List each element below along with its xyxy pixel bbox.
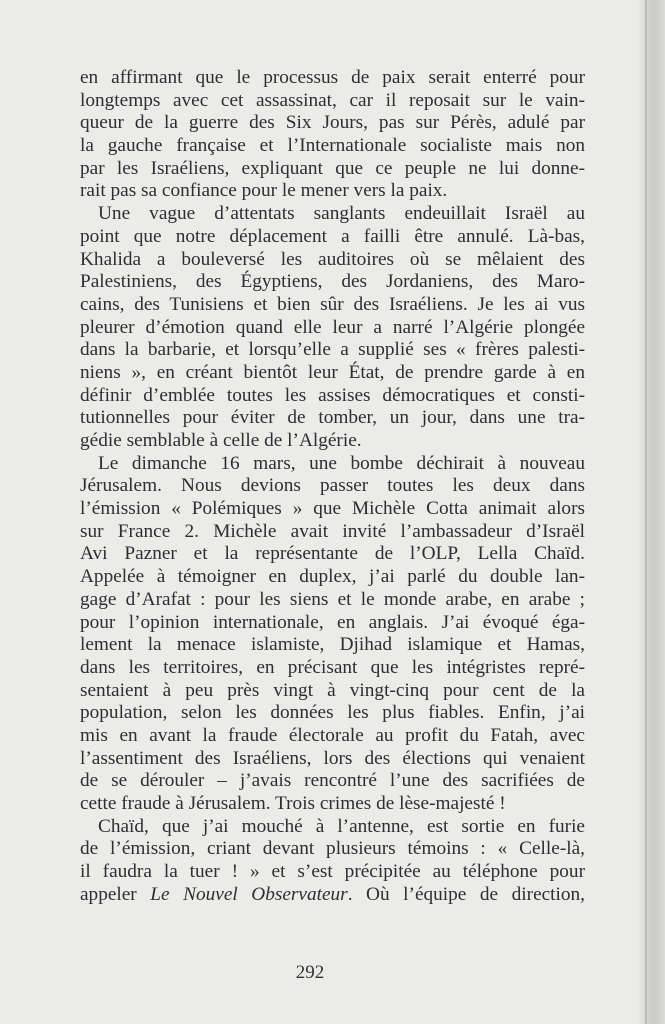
text-line: de se dérouler – j’avais rencontré l’une des sacrifiées de xyxy=(80,770,585,792)
text-line: rait pas sa confiance pour le mener vers la paix. xyxy=(80,180,448,202)
text-line: Khalida a bouleversé les auditoires où se mêlaient des xyxy=(80,248,585,270)
text-line: niens », en créant bientôt leur État, de prendre garde à en xyxy=(80,361,585,383)
text-line: gédie semblable à celle de l’Algérie. xyxy=(80,430,362,451)
text-line: Chaïd, que j’ai mouché à l’antenne, est sortie en furie xyxy=(98,815,585,837)
text-line: mis en avant la fraude électorale au profit du Fatah, avec xyxy=(80,724,585,746)
text-line: il faudra la tuer ! » et s’est précipitée au téléphone pour xyxy=(80,861,585,883)
text-line: de l’émission, criant devant plusieurs témoins : « Celle-là, xyxy=(80,838,585,860)
text-line: point que notre déplacement a failli être annulé. Là-bas, xyxy=(80,225,585,247)
body-text xyxy=(80,67,585,906)
text-line: longtemps avec cet assassinat, car il reposait sur le vain- xyxy=(80,89,585,111)
text-line: en affirmant que le processus de paix serait enterré pour xyxy=(80,67,585,88)
text-line: cains, des Tunisiens et bien sûr des Israéliens. Je les ai vus xyxy=(80,293,585,315)
page-edge-shadow xyxy=(637,0,665,1024)
text-line: dans la barbarie, et lorsqu’elle a supplié ses « frères palesti- xyxy=(80,339,585,361)
text-line: population, selon les données les plus fiables. Enfin, j’ai xyxy=(80,702,585,724)
text-line: Appelée à témoigner en duplex, j’ai parlé du double lan- xyxy=(80,566,585,588)
paragraph xyxy=(80,453,585,816)
text-line: queur de la guerre des Six Jours, pas sur Pérès, adulé par xyxy=(80,112,585,134)
text-line: l’assentiment des Israéliens, lors des élections qui venaient xyxy=(80,747,585,769)
text-line: Avi Pazner et la représentante de l’OLP, Lella Chaïd. xyxy=(80,543,585,565)
text-line: par les Israéliens, expliquant que ce peuple ne lui donne- xyxy=(80,157,585,179)
text-line: Palestiniens, des Égyptiens, des Jordaniens, des Maro- xyxy=(80,271,585,293)
text-line: la gauche française et l’Internationale socialiste mais non xyxy=(80,135,585,157)
text-line: Une vague d’attentats sanglants endeuillait Israël au xyxy=(98,203,585,225)
text-line: pour l’opinion internationale, en anglais. J’ai évoqué éga- xyxy=(80,611,585,633)
text-line: pleurer d’émotion quand elle leur a narré l’Algérie plongée xyxy=(80,316,585,338)
text-line: Le dimanche 16 mars, une bombe déchirait à nouveau xyxy=(98,452,585,474)
text-line: dans les territoires, en précisant que les intégristes repré- xyxy=(80,656,585,678)
publication-title: Le Nouvel Observateur xyxy=(150,883,348,905)
text-line: cette fraude à Jérusalem. Trois crimes de lèse-majesté ! xyxy=(80,793,506,814)
text-line: sentaient à peu près vingt à vingt-cinq pour cent de la xyxy=(80,679,585,701)
text-line: l’émission « Polémiques » que Michèle Cotta animait alors xyxy=(80,498,585,520)
text-segment: . Où l’équipe de direction, xyxy=(347,883,585,905)
text-line: gage d’Arafat : pour les siens et le monde arabe, en arabe ; xyxy=(80,588,585,610)
page-number: 292 xyxy=(295,962,325,983)
paragraph xyxy=(80,203,585,453)
text-line xyxy=(80,884,585,907)
text-line: tutionnelles pour éviter de tomber, un jour, dans une tra- xyxy=(80,407,585,429)
text-segment: appeler xyxy=(80,883,151,905)
text-line: Jérusalem. Nous devions passer toutes les deux dans xyxy=(80,475,585,497)
paragraph xyxy=(80,67,585,203)
text-line: lement la menace islamiste, Djihad islamique et Hamas, xyxy=(80,634,585,656)
page-edge-line xyxy=(645,0,647,1024)
text-line: définir d’emblée toutes les assises démocratiques et consti- xyxy=(80,384,585,406)
paragraph xyxy=(80,816,585,907)
text-line: sur France 2. Michèle avait invité l’ambassadeur d’Israël xyxy=(80,520,585,542)
